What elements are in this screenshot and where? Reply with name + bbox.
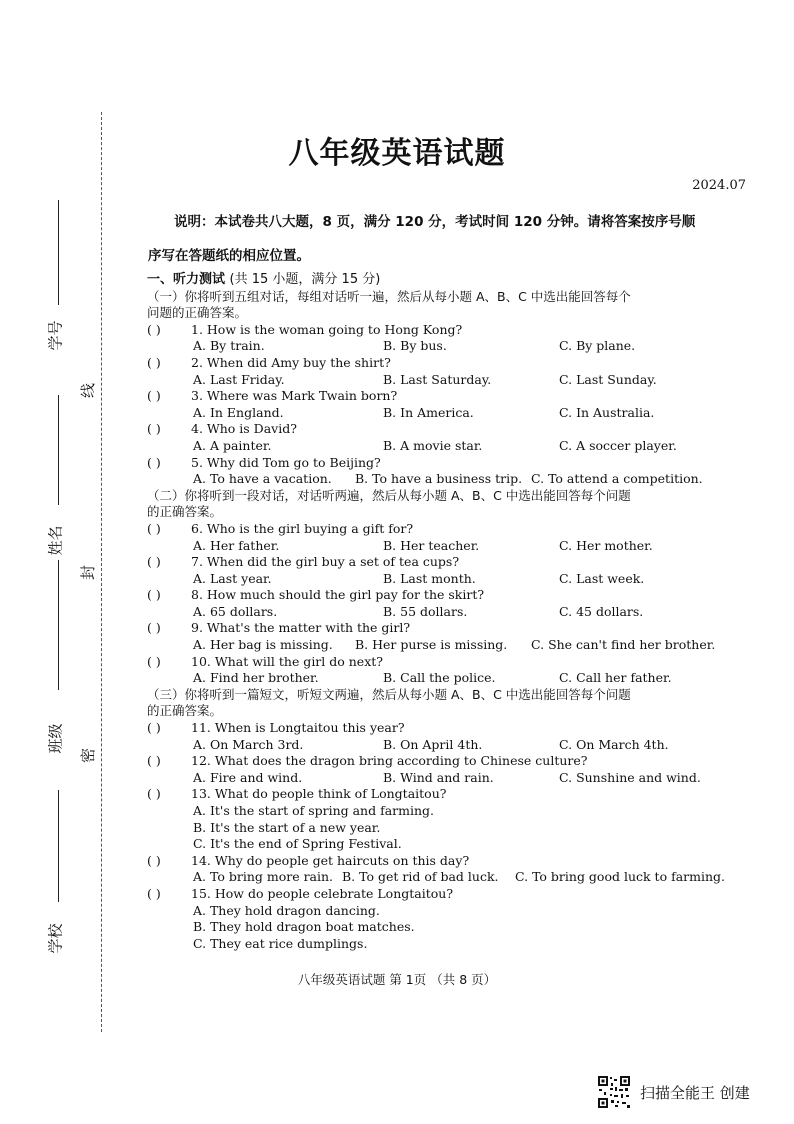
binding-dashed-line bbox=[101, 112, 102, 1032]
listening-section bbox=[147, 272, 747, 952]
question-2 bbox=[147, 355, 747, 372]
answer-blank[interactable]: ( ) bbox=[147, 620, 161, 636]
name-rule bbox=[58, 395, 59, 505]
answer-blank[interactable]: ( ) bbox=[147, 753, 161, 769]
part2-instruction-line1: （二）你将听到一段对话，对话听两遍，然后从每小题 A、B、C 中选出能回答每个问题 bbox=[147, 487, 631, 503]
exam-date: 2024.07 bbox=[692, 178, 746, 193]
instructions-line-2: 序写在答题纸的相应位置。 bbox=[148, 248, 310, 264]
question-8 bbox=[147, 587, 747, 604]
option-b: B. They hold dragon boat matches. bbox=[193, 919, 415, 935]
question-text: 2. When did Amy buy the shirt? bbox=[191, 354, 391, 370]
option-b: B. Wind and rain. bbox=[383, 769, 494, 785]
question-text: 5. Why did Tom go to Beijing? bbox=[191, 454, 381, 470]
option-c: C. Last week. bbox=[559, 570, 645, 586]
question-text: 1. How is the woman going to Hong Kong? bbox=[191, 321, 463, 337]
options-3 bbox=[147, 405, 747, 422]
question-15 bbox=[147, 886, 747, 903]
answer-blank[interactable]: ( ) bbox=[147, 388, 161, 404]
answer-blank[interactable]: ( ) bbox=[147, 454, 161, 470]
option-c: C. Sunshine and wind. bbox=[559, 769, 701, 785]
answer-blank[interactable]: ( ) bbox=[147, 720, 161, 736]
option-a: A. It's the start of spring and farming. bbox=[193, 803, 435, 818]
option-a: A. Find her brother. bbox=[193, 670, 319, 686]
answer-blank[interactable]: ( ) bbox=[147, 321, 161, 337]
option-b: B. To get rid of bad luck. bbox=[342, 869, 499, 885]
answer-blank[interactable]: ( ) bbox=[147, 421, 161, 437]
answer-blank[interactable]: ( ) bbox=[147, 554, 161, 570]
options-12 bbox=[147, 770, 747, 787]
question-text: 6. Who is the girl buying a gift for? bbox=[191, 520, 414, 536]
option-c: C. To bring good luck to farming. bbox=[515, 869, 726, 885]
class-label: 班级 bbox=[46, 723, 65, 754]
question-text: 10. What will the girl do next? bbox=[191, 653, 383, 669]
student-no-rule bbox=[58, 200, 59, 305]
student-no-label: 学号 bbox=[46, 320, 65, 351]
qr-code-icon bbox=[597, 1075, 631, 1109]
section-heading-score: (共 15 小题，满分 15 分) bbox=[229, 272, 381, 287]
part2-instruction-line2: 的正确答案。 bbox=[147, 504, 223, 520]
option-a: A. Her father. bbox=[193, 537, 280, 553]
question-6 bbox=[147, 521, 747, 538]
question-text: 12. What does the dragon bring according to Chinese culture? bbox=[191, 753, 588, 769]
options-8 bbox=[147, 604, 747, 621]
question-7 bbox=[147, 554, 747, 571]
option-c: C. She can't find her brother. bbox=[531, 637, 716, 653]
answer-blank[interactable]: ( ) bbox=[147, 885, 161, 901]
answer-blank[interactable]: ( ) bbox=[147, 653, 161, 669]
part3-instruction-line1: （三）你将听到一篇短文，听短文两遍，然后从每小题 A、B、C 中选出能回答每个问题 bbox=[147, 686, 631, 702]
option-b: B. Last Saturday. bbox=[383, 371, 492, 387]
option-c: C. To attend a competition. bbox=[531, 471, 703, 487]
question-text: 8. How much should the girl pay for the skirt? bbox=[191, 587, 485, 603]
option-c: C. 45 dollars. bbox=[559, 603, 644, 619]
question-1 bbox=[147, 322, 747, 339]
options-14 bbox=[147, 869, 747, 886]
options-4 bbox=[147, 438, 747, 455]
option-a: A. Her bag is missing. bbox=[193, 637, 333, 653]
seal-feng-char: 封 bbox=[79, 564, 98, 581]
option-c: C. A soccer player. bbox=[559, 437, 677, 453]
options-10 bbox=[147, 670, 747, 687]
section-heading bbox=[147, 272, 747, 289]
question-text: 7. When did the girl buy a set of tea cups? bbox=[191, 554, 460, 570]
part3-instruction-line2: 的正确答案。 bbox=[147, 703, 223, 719]
option-a: A. Last year. bbox=[193, 570, 272, 586]
option-c: C. Her mother. bbox=[559, 537, 653, 553]
option-c: C. By plane. bbox=[559, 338, 636, 354]
option-b: B. In America. bbox=[383, 404, 474, 420]
seal-mi-char: 密 bbox=[79, 747, 98, 764]
exam-title: 八年级英语试题 bbox=[288, 136, 506, 171]
question-14 bbox=[147, 853, 747, 870]
question-text: 3. Where was Mark Twain born? bbox=[191, 388, 398, 404]
question-13 bbox=[147, 786, 747, 803]
option-a: A. By train. bbox=[193, 338, 265, 354]
options-5 bbox=[147, 471, 747, 488]
option-b: B. Call the police. bbox=[383, 670, 496, 686]
answer-blank[interactable]: ( ) bbox=[147, 852, 161, 868]
options-11 bbox=[147, 737, 747, 754]
question-text: 15. How do people celebrate Longtaitou? bbox=[191, 885, 454, 901]
scanner-brand-text: 扫描全能王 创建 bbox=[640, 1084, 750, 1102]
option-b: B. A movie star. bbox=[383, 437, 483, 453]
option-a: A. To bring more rain. bbox=[193, 869, 334, 885]
question-12 bbox=[147, 753, 747, 770]
question-4 bbox=[147, 421, 747, 438]
option-c: C. Last Sunday. bbox=[559, 371, 657, 387]
option-a: A. To have a vacation. bbox=[193, 471, 332, 487]
option-c: C. On March 4th. bbox=[559, 736, 669, 752]
option-c: C. They eat rice dumplings. bbox=[193, 935, 368, 951]
answer-blank[interactable]: ( ) bbox=[147, 786, 161, 802]
question-text: 14. Why do people get haircuts on this day? bbox=[191, 852, 470, 868]
part1-instruction-line1: （一）你将听到五组对话，每组对话听一遍，然后从每小题 A、B、C 中选出能回答每个 bbox=[147, 288, 631, 304]
question-11 bbox=[147, 720, 747, 737]
option-a: A. On March 3rd. bbox=[193, 736, 304, 752]
answer-blank[interactable]: ( ) bbox=[147, 354, 161, 370]
option-b: B. Last month. bbox=[383, 570, 476, 586]
question-5 bbox=[147, 455, 747, 472]
school-label: 学校 bbox=[46, 923, 65, 954]
options-6 bbox=[147, 538, 747, 555]
question-text: 13. What do people think of Longtaitou? bbox=[191, 786, 447, 802]
seal-line-char: 线 bbox=[79, 382, 98, 399]
question-9 bbox=[147, 620, 747, 637]
instructions-line-1: 说明：本试卷共八大题，8 页，满分 120 分，考试时间 120 分钟。请将答案按序号顺 bbox=[174, 214, 696, 230]
part1-instruction-line2: 问题的正确答案。 bbox=[147, 305, 248, 321]
option-a: A. In England. bbox=[193, 404, 284, 420]
question-text: 9. What's the matter with the girl? bbox=[191, 620, 411, 636]
option-a: A. A painter. bbox=[193, 437, 272, 453]
option-b: B. Her teacher. bbox=[383, 537, 480, 553]
question-text: 11. When is Longtaitou this year? bbox=[191, 720, 405, 736]
instructions bbox=[148, 205, 728, 273]
class-rule bbox=[58, 790, 59, 902]
option-b: B. Her purse is missing. bbox=[355, 637, 508, 653]
answer-blank[interactable]: ( ) bbox=[147, 520, 161, 536]
name-rule-lower bbox=[58, 560, 59, 690]
option-a: A. Fire and wind. bbox=[193, 769, 303, 785]
option-a: A. Last Friday. bbox=[193, 371, 285, 387]
option-c: C. In Australia. bbox=[559, 404, 655, 420]
options-7 bbox=[147, 571, 747, 588]
page-footer: 八年级英语试题 第 1页 （共 8 页） bbox=[297, 972, 497, 987]
options-9 bbox=[147, 637, 747, 654]
question-text: 4. Who is David? bbox=[191, 421, 297, 437]
option-b: B. To have a business trip. bbox=[355, 471, 523, 487]
name-label: 姓名 bbox=[46, 525, 65, 556]
option-c: C. Call her father. bbox=[559, 670, 672, 686]
option-b: B. It's the start of a new year. bbox=[193, 819, 381, 835]
section-heading-title: 一、听力测试 bbox=[147, 272, 226, 287]
question-10 bbox=[147, 654, 747, 671]
option-c: C. It's the end of Spring Festival. bbox=[193, 836, 402, 852]
answer-blank[interactable]: ( ) bbox=[147, 587, 161, 603]
options-1 bbox=[147, 338, 747, 355]
question-3 bbox=[147, 388, 747, 405]
options-2 bbox=[147, 372, 747, 389]
option-a: A. 65 dollars. bbox=[193, 603, 278, 619]
option-b: B. 55 dollars. bbox=[383, 603, 468, 619]
option-b: B. By bus. bbox=[383, 338, 447, 354]
option-b: B. On April 4th. bbox=[383, 736, 483, 752]
option-a: A. They hold dragon dancing. bbox=[193, 902, 380, 918]
